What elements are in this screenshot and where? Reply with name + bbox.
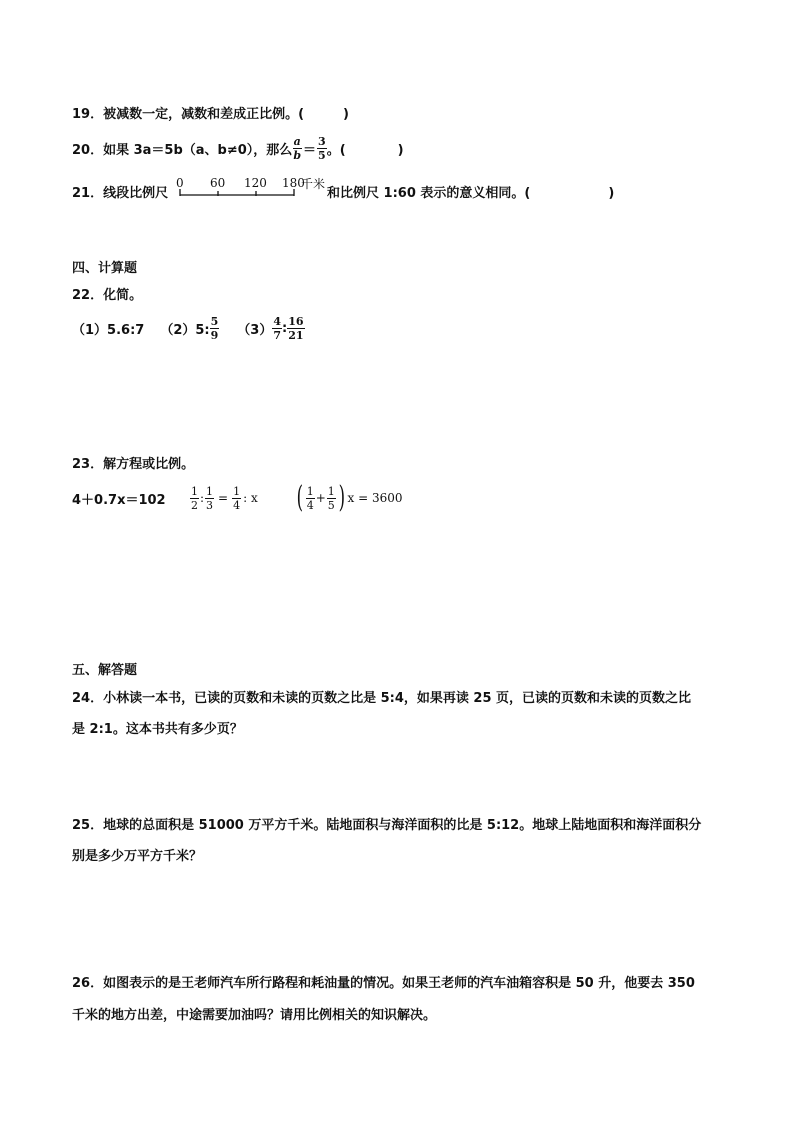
fraction-numerator: 4 — [273, 314, 281, 328]
question-25-line-2: 别是多少万平方千米？ — [72, 849, 203, 864]
fraction-denominator: b — [293, 148, 302, 162]
fraction-denominator: 5 — [327, 498, 335, 512]
fraction-1-over-5 — [327, 485, 336, 512]
fraction-denominator: 9 — [210, 328, 219, 342]
left-paren-glyph: ( — [296, 480, 304, 515]
equation-2 — [190, 481, 258, 515]
equation-2-tail: : x — [243, 491, 258, 505]
fraction-3-over-5 — [317, 135, 327, 162]
fraction-numerator: 5 — [210, 314, 219, 328]
question-24-line-2: 是 2:1。这本书共有多少页？ — [72, 722, 243, 737]
fraction-4-over-7 — [272, 315, 282, 342]
right-paren-glyph: ) — [338, 480, 345, 515]
fraction-1-over-4 — [232, 485, 241, 512]
equals-sign: ＝ — [303, 142, 317, 158]
fraction-5-over-9 — [210, 315, 220, 342]
question-22-part-2-prefix: （2）5: — [160, 322, 210, 338]
section-5-title: 五、解答题 — [72, 663, 138, 678]
question-20-prefix: 20．如果 3a＝5b（a、b≠0），那么 — [72, 142, 293, 158]
question-19-text: 19．被减数一定，减数和差成正比例。( ) — [72, 107, 349, 122]
question-22-part-3-prefix: （3） — [237, 322, 273, 338]
fraction-denominator: 3 — [206, 498, 214, 512]
equals-sign: = — [218, 491, 229, 505]
ratio-colon: : — [281, 320, 288, 336]
question-22-parts — [72, 311, 305, 345]
line-scale-bar — [172, 175, 327, 201]
fraction-numerator: 1 — [191, 484, 198, 498]
fraction-1-over-4 — [306, 485, 315, 512]
fraction-denominator: 4 — [306, 498, 314, 512]
fraction-a-over-b — [292, 135, 302, 162]
scale-tick-180: 180 — [282, 176, 305, 190]
scale-tick-120: 120 — [244, 176, 267, 190]
ratio-colon: : — [200, 491, 205, 505]
fraction-denominator: 5 — [318, 148, 326, 162]
section-4-title: 四、计算题 — [72, 261, 138, 276]
equation-3 — [294, 479, 403, 517]
scale-tick-60: 60 — [210, 176, 226, 190]
question-21-suffix-wrap — [327, 182, 614, 201]
question-25-line-1: 25．地球的总面积是 51000 万平方千米。陆地面积与海洋面积的比是 5:12。地球上陆地面积和海洋面积分 — [72, 818, 702, 833]
question-20 — [72, 132, 404, 164]
question-22-part-1: （1）5.6:7 — [72, 322, 145, 338]
fraction-1-over-3 — [205, 485, 214, 512]
fraction-numerator: 16 — [288, 314, 304, 328]
fraction-1-over-2 — [190, 485, 199, 512]
fraction-numerator: 1 — [233, 484, 241, 498]
fraction-numerator: 3 — [318, 134, 326, 148]
question-21-prefix: 21．线段比例尺 — [72, 186, 169, 201]
fraction-denominator: 7 — [273, 328, 281, 342]
fraction-denominator: 2 — [191, 498, 198, 512]
question-19 — [72, 103, 349, 122]
fraction-numerator: 1 — [206, 484, 214, 498]
question-24-line-1: 24．小林读一本书，已读的页数和未读的页数之比是 5:4，如果再读 25 页，已读的页数和未读的页数之比 — [72, 691, 692, 706]
fraction-numerator: 1 — [327, 484, 335, 498]
equation-3-tail: x = 3600 — [347, 491, 403, 505]
equation-1: 4＋0.7x＝102 — [72, 493, 166, 508]
question-26-line-1: 26．如图表示的是王老师汽车所行路程和耗油量的情况。如果王老师的汽车油箱容积是 50 升，他要去 350 — [72, 976, 695, 991]
fraction-denominator: 4 — [233, 498, 241, 512]
question-21-suffix: 和比例尺 1:60 表示的意义相同。( ) — [327, 186, 615, 201]
plus-sign: + — [315, 491, 326, 505]
question-20-suffix: 。( ) — [326, 142, 404, 158]
fraction-16-over-21 — [287, 315, 304, 342]
scale-tick-0: 0 — [176, 176, 184, 190]
question-26-line-2: 千米的地方出差，中途需要加油吗？请用比例相关的知识解决。 — [72, 1008, 437, 1023]
fraction-denominator: 21 — [288, 328, 304, 342]
fraction-numerator: 1 — [306, 484, 314, 498]
question-21-prefix-wrap — [72, 182, 168, 201]
question-23-title: 23．解方程或比例。 — [72, 457, 195, 472]
scale-unit: 千米 — [301, 177, 326, 191]
question-22-title: 22．化简。 — [72, 288, 143, 303]
fraction-numerator: a — [293, 134, 301, 148]
